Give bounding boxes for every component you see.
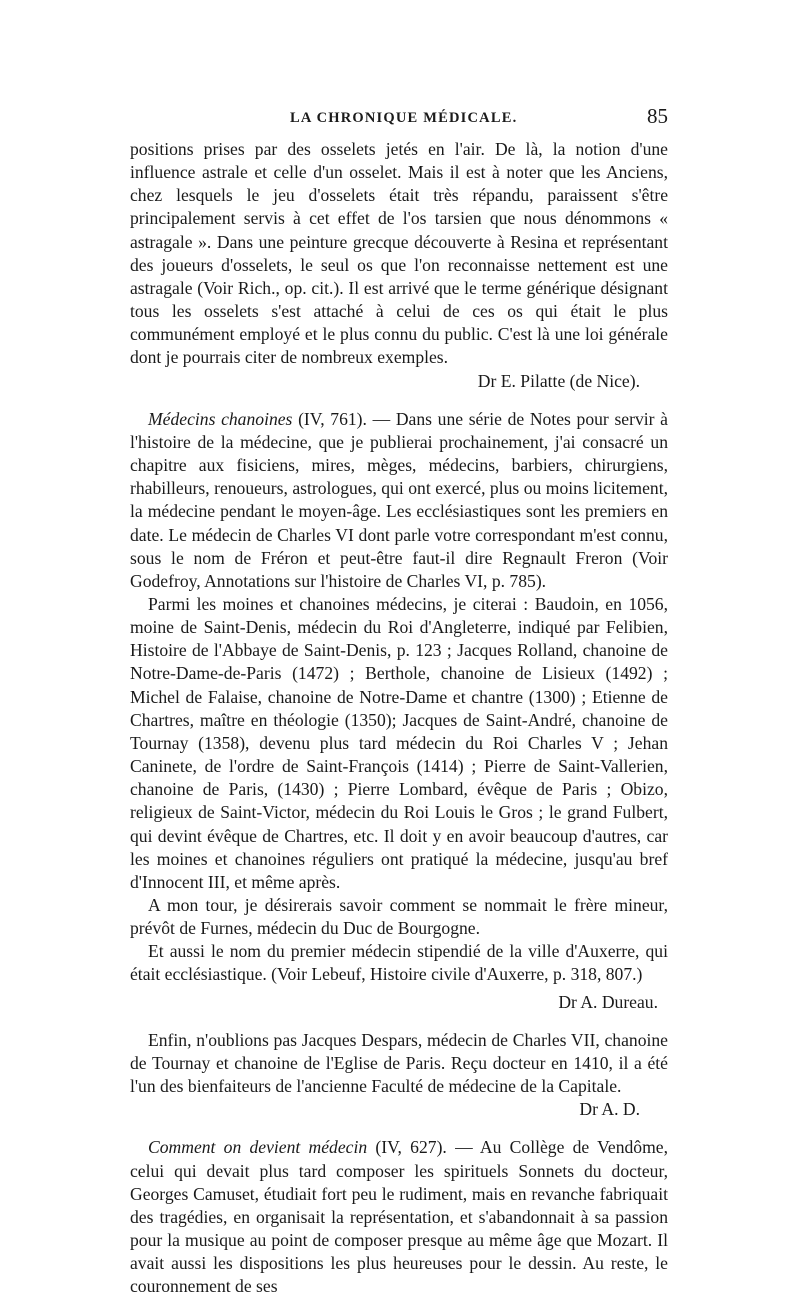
- paragraph-body: (IV, 761). — Dans une série de Notes pour servir à l'histoire de la médecine, que je publierai prochainement, j'ai consacré un chapitre aux fisiciens, mires, mèges, médecins, barbiers, chirurgiens, rhabilleurs, renoueurs, astrologues, qui ont exercé, plus ou moins licitement, la médecine pendant le moyen-âge. Les ecclésiastiques sont les premiers en date. Le médecin de Charles VI dont parle votre correspondant m'est connu, sous le nom de Fréron et peut-être faut-il dire Regnault Freron (Voir Godefroy, Annotations sur l'histoire de Charles VI, p. 785).: [130, 408, 668, 591]
- signature: Dr A. D.: [579, 1099, 640, 1120]
- paragraph-lead: Médecins chanoines: [148, 408, 293, 429]
- paragraph: [130, 408, 668, 593]
- body-text: [130, 138, 668, 1299]
- signature: Dr A. Dureau.: [558, 991, 658, 1012]
- paragraph: positions prises par des osselets jetés en l'air. De là, la notion d'une influence astrale et celle d'un osselet. Mais il est à noter que les Anciens, chez lesquels le jeu d'osselets était très répandu, paraissent s'être principalement servis à cet effet de l'os tarsien que nous dénommons « astragale ». Dans une peinture grecque découverte à Resina et représentant des joueurs d'osselets, le seul os que l'on reconnaisse nettement est une astragale (Voir Rich., op. cit.). Il est arrivé que le terme générique désignant tous les osselets s'est attaché à celui de ces os qui était le plus communément employé et le plus connu du public. C'est là une loi générale dont je pourrais citer de nombreux exemples.: [130, 139, 668, 368]
- page-header: [130, 102, 668, 136]
- page-number: 85: [647, 104, 668, 128]
- paragraph: Parmi les moines et chanoines médecins, je citerai : Baudoin, en 1056, moine de Saint-Denis, médecin du Roi d'Angleterre, indiqué par Felibien, Histoire de l'Abbaye de Saint-Denis, p. 123 ; Jacques Rolland, chanoine de Notre-Dame-de-Paris (1472) ; Berthole, chanoine de Lisieux (1492) ; Michel de Falaise, chanoine de Notre-Dame et chantre (1300) ; Etienne de Chartres, maître en théologie (1350); Jacques de Saint-André, chanoine de Tournay (1358), devenu plus tard médecin du Roi Charles V ; Jehan Caninete, de l'ordre de Saint-François (1414) ; Pierre de Saint-Vallerien, chanoine de Paris, (1430) ; Pierre Lombard, évêque de Paris ; Obizo, religieux de Saint-Victor, médecin du Roi Louis le Gros ; le grand Fulbert, qui devint évêque de Chartres, etc. Il doit y en avoir beaucoup d'autres, car les moines et chanoines réguliers ont pratiqué la médecine, jusqu'au bref d'Innocent III, et même après.: [130, 593, 668, 892]
- paragraph: Enfin, n'oublions pas Jacques Despars, médecin de Charles VII, chanoine de Tournay et chanoine de l'Eglise de Paris. Reçu docteur en 1410, il a été l'un des bienfaiteurs de l'ancienne Faculté de médecine de la Capitale.: [130, 1029, 668, 1097]
- paragraph: [130, 1136, 668, 1298]
- signature: Dr E. Pilatte (de Nice).: [477, 370, 640, 391]
- running-title: LA CHRONIQUE MÉDICALE.: [290, 110, 518, 126]
- paragraph: A mon tour, je désirerais savoir comment se nommait le frère mineur, prévôt de Furnes, médecin du Duc de Bourgogne.: [130, 895, 668, 939]
- paragraph-body: (IV, 627). — Au Collège de Vendôme, celui qui devait plus tard composer les spirituels Sonnets du docteur, Georges Camuset, étudiait fort peu le rudiment, mais en revanche fabriquait des tragédies, en organisait la représentation, et s'abandonnait à sa passion pour la musique au point de composer presque au même âge que Mozart. Il avait aussi les dispositions les plus heureuses pour le dessin. Au reste, le couronnement de ses: [130, 1137, 668, 1297]
- paragraph-lead: Comment on devient médecin: [148, 1137, 368, 1158]
- paragraph: Et aussi le nom du premier médecin stipendié de la ville d'Auxerre, qui était ecclésiastique. (Voir Lebeuf, Histoire civile d'Auxerre, p. 318, 807.): [130, 941, 668, 985]
